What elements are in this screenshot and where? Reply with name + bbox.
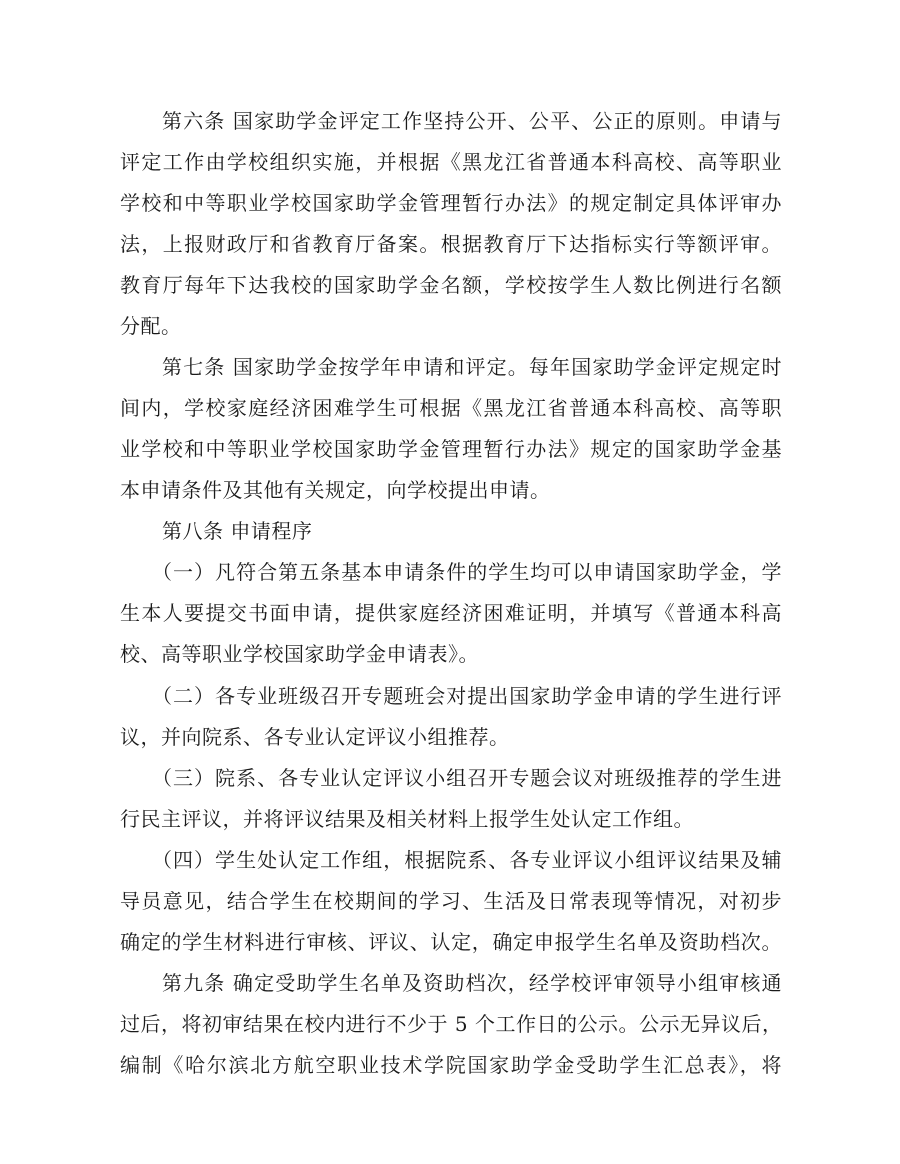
text-line-10: 本申请条件及其他有关规定，向学校提出申请。 [120, 478, 551, 502]
text-line-24: 编制《哈尔滨北方航空职业技术学院国家助学金受助学生汇总表》，将 [120, 1053, 782, 1077]
text-line-7: 第七条 国家助学金按学年申请和评定。每年国家助学金评定规定时 [162, 355, 782, 379]
text-line-3: 学校和中等职业学校国家助学金管理暂行办法》的规定制定具体评审办 [120, 191, 782, 215]
text-line-20: 导员意见，结合学生在校期间的学习、生活及日常表现等情况，对初步 [120, 889, 782, 913]
text-line-19: （四）学生处认定工作组，根据院系、各专业评议小组评议结果及辅 [152, 848, 782, 872]
text-line-4: 法，上报财政厅和省教育厅备案。根据教育厅下达指标实行等额评审。 [120, 232, 782, 256]
text-line-11: 第八条 申请程序 [162, 519, 313, 543]
text-line-8: 间内，学校家庭经济困难学生可根据《黑龙江省普通本科高校、高等职 [120, 396, 782, 420]
text-line-9: 业学校和中等职业学校国家助学金管理暂行办法》规定的国家助学金基 [120, 437, 782, 461]
text-line-6: 分配。 [120, 314, 182, 338]
text-line-21: 确定的学生材料进行审核、评议、认定，确定申报学生名单及资助档次。 [120, 930, 782, 954]
text-line-18: 行民主评议，并将评议结果及相关材料上报学生处认定工作组。 [120, 807, 694, 831]
text-line-12: （一）凡符合第五条基本申请条件的学生均可以申请国家助学金，学 [152, 560, 782, 584]
text-line-15: （二）各专业班级召开专题班会对提出国家助学金申请的学生进行评 [152, 684, 782, 708]
text-line-1: 第六条 国家助学金评定工作坚持公开、公平、公正的原则。申请与 [162, 109, 782, 133]
text-line-5: 教育厅每年下达我校的国家助学金名额，学校按学生人数比例进行名额 [120, 273, 782, 297]
text-line-22: 第九条 确定受助学生名单及资助档次，经学校评审领导小组审核通 [162, 971, 782, 995]
text-line-14: 校、高等职业学校国家助学金申请表》。 [120, 642, 479, 666]
text-line-2: 评定工作由学校组织实施，并根据《黑龙江省普通本科高校、高等职业 [120, 150, 782, 174]
text-line-16: 议，并向院系、各专业认定评议小组推荐。 [120, 725, 510, 749]
text-line-23: 过后，将初审结果在校内进行不少于 5 个工作日的公示。公示无异议后， [120, 1012, 783, 1036]
text-line-13: 生本人要提交书面申请，提供家庭经济困难证明，并填写《普通本科高 [120, 601, 782, 625]
text-line-17: （三）院系、各专业认定评议小组召开专题会议对班级推荐的学生进 [152, 766, 782, 790]
